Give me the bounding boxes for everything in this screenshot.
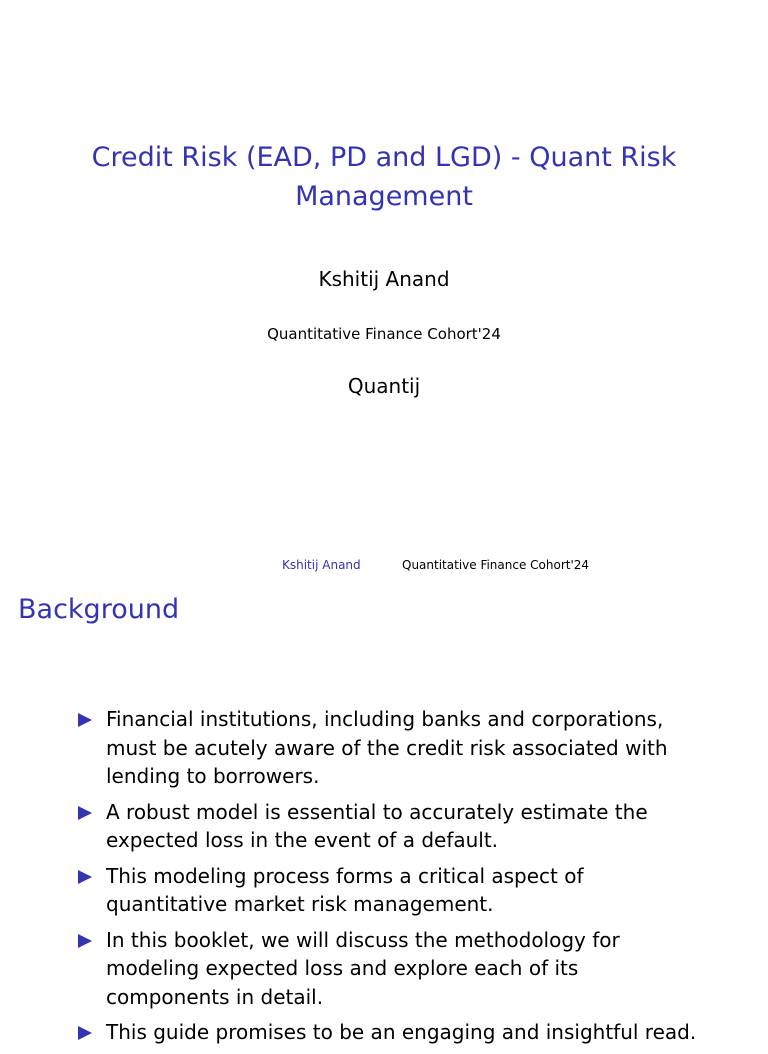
bullet-item: [76, 926, 706, 1012]
triangle-right-icon: [78, 1026, 92, 1040]
bullet-text: This modeling process forms a critical aspect of quantitative market risk management.: [106, 863, 584, 916]
triangle-right-icon: [78, 934, 92, 948]
triangle-right-icon: [78, 806, 92, 820]
bullet-item: [76, 705, 706, 791]
background-slide: [0, 580, 768, 1044]
institute-name: Quantitative Finance Cohort'24: [267, 325, 501, 343]
presentation-date: Quantij: [347, 374, 421, 398]
footer-institute: Quantitative Finance Cohort'24: [402, 558, 590, 572]
bullet-item: [76, 1018, 706, 1047]
triangle-right-icon: [78, 713, 92, 727]
bullet-text: A robust model is essential to accurately estimate the expected loss in the event of a default.: [106, 799, 648, 852]
triangle-right-icon: [78, 870, 92, 884]
footline: [0, 556, 768, 574]
bullet-text: In this booklet, we will discuss the methodology for modeling expected loss and explore each of its components in detail.: [106, 927, 620, 1009]
author-name: Kshitij Anand: [318, 267, 450, 291]
bullet-text: Financial institutions, including banks and corporations, must be acutely aware of the credit risk associated with lending to borrowers.: [106, 707, 668, 788]
presentation-title: Credit Risk (EAD, PD and LGD) - Quant Risk Management: [91, 142, 677, 212]
bullet-text: This guide promises to be an engaging and insightful read.: [106, 1020, 697, 1044]
bullet-list: [76, 705, 706, 1054]
bullet-item: [76, 798, 706, 855]
frame-title: Background: [18, 594, 180, 625]
bullet-item: [76, 862, 706, 919]
footer-author: Kshitij Anand: [282, 558, 361, 572]
